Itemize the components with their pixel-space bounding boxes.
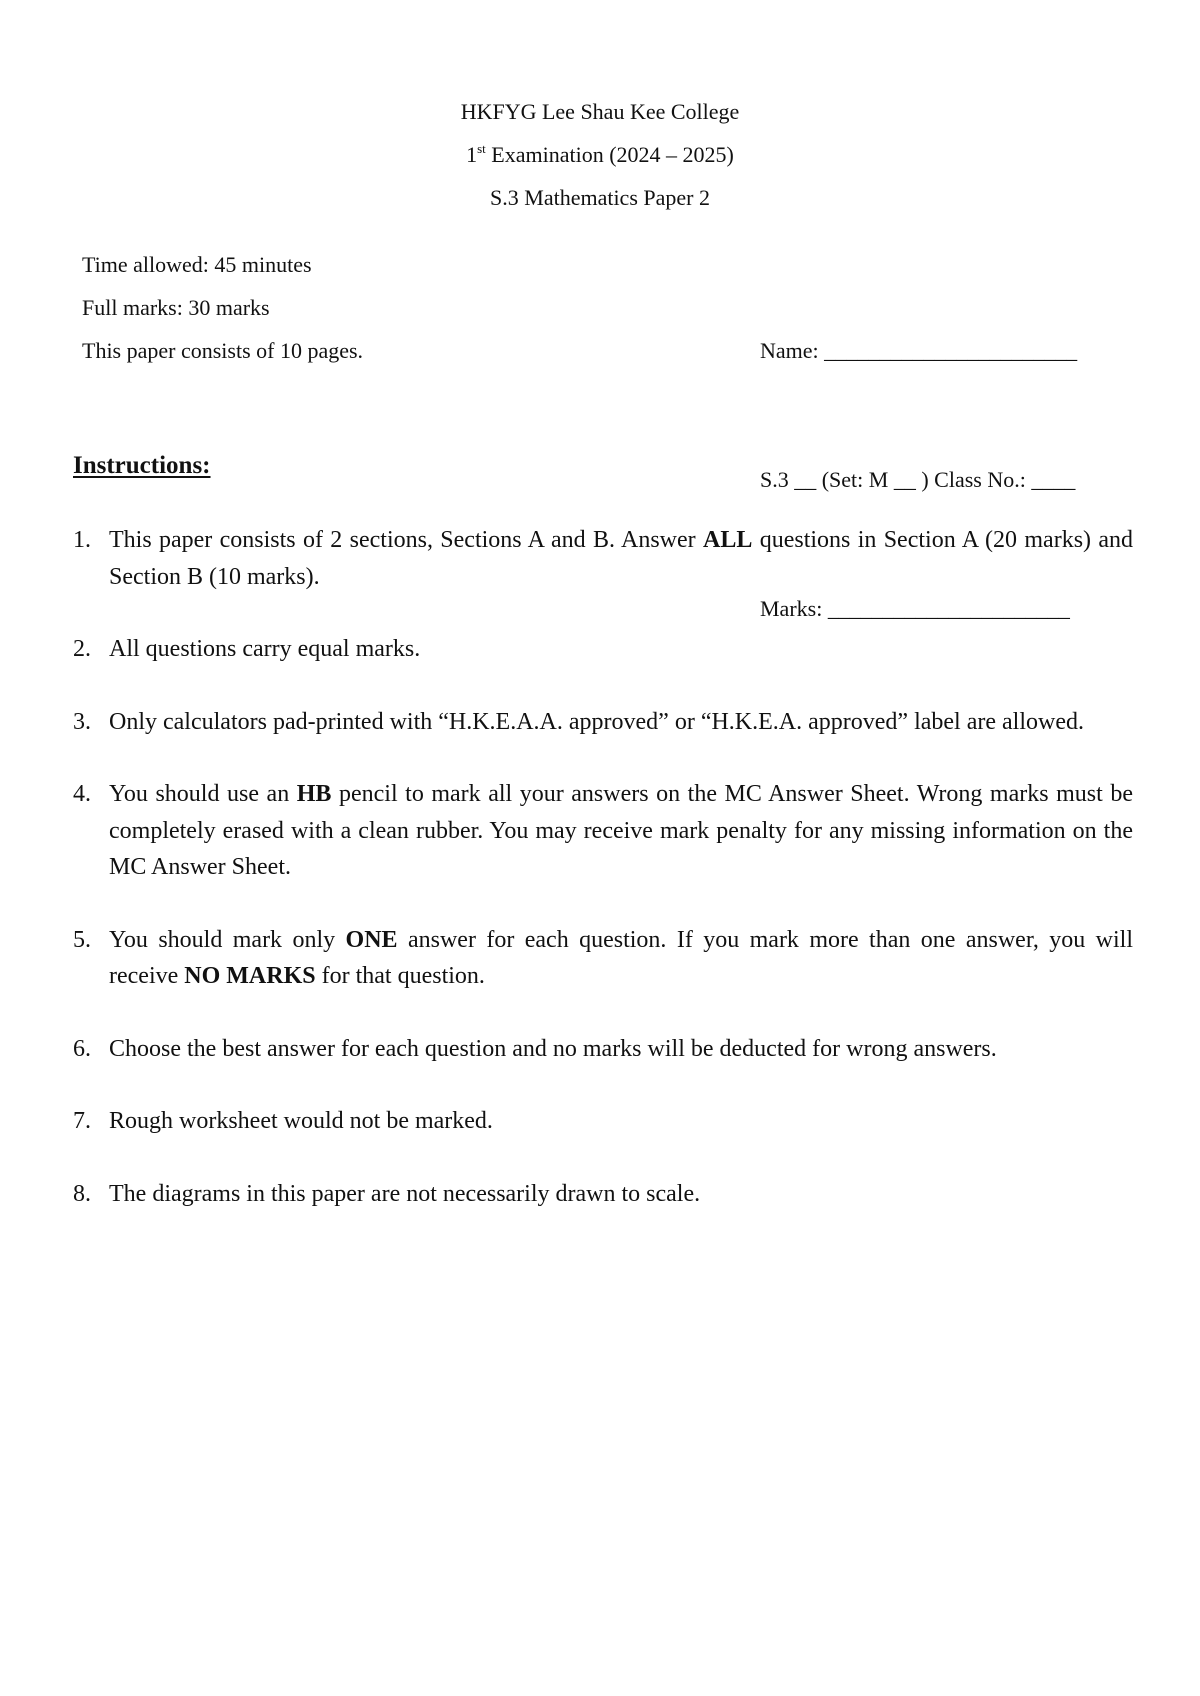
class-field: S.3 __ (Set: M __ ) Class No.: ____ <box>760 467 1076 492</box>
instruction-text-part: You should mark only <box>109 926 346 953</box>
instruction-item <box>73 1103 1133 1140</box>
instruction-number: 1. <box>73 527 91 553</box>
instruction-emphasis: HB <box>296 781 332 807</box>
instruction-text-part: Choose the best answer for each question and no marks will be deducted for wrong answers. <box>109 1035 997 1062</box>
instruction-text <box>109 704 1133 741</box>
instruction-item <box>73 776 1133 886</box>
exam-header <box>0 90 1200 219</box>
instruction-text-part: This paper consists of 2 sections, Sections A and B. Answer <box>109 527 703 553</box>
time-allowed: Time allowed: 45 minutes <box>82 252 312 277</box>
instruction-item <box>73 1176 1133 1213</box>
instruction-number: 2. <box>73 636 91 662</box>
school-name: HKFYG Lee Shau Kee College <box>460 99 740 124</box>
instruction-item <box>73 704 1133 741</box>
instruction-item <box>73 522 1133 595</box>
instruction-text <box>109 522 1133 595</box>
instruction-text-part: The diagrams in this paper are not necessarily drawn to scale. <box>109 1180 701 1207</box>
name-field: Name: _______________________ <box>760 338 1078 363</box>
exam-ordinal-number: 1 <box>466 142 478 167</box>
instruction-list <box>73 522 1133 1248</box>
instruction-item <box>73 1031 1133 1068</box>
instructions-heading: Instructions: <box>73 452 211 479</box>
instruction-text <box>109 922 1133 995</box>
instruction-item <box>73 631 1133 668</box>
instruction-text <box>109 776 1133 886</box>
instruction-number: 5. <box>73 926 91 953</box>
exam-title-text: Examination (2024 – 2025) <box>485 142 734 167</box>
instruction-text-part: You should use an <box>109 781 297 807</box>
instruction-emphasis: ONE <box>345 926 398 953</box>
instruction-emphasis: NO MARKS <box>184 963 316 989</box>
instruction-text-part: Only calculators pad-printed with “H.K.E.A.A. approved” or “H.K.E.A. approved” label are allowed. <box>109 708 1084 735</box>
instruction-text <box>109 1176 1133 1213</box>
instruction-text-part: pencil to mark all your answers on the MC Answer Sheet. Wrong marks must be completely erased with a clean rubber. You may receive mark penalty for any missing information on the MC Answer Sheet. <box>109 781 1133 880</box>
instruction-number: 8. <box>73 1180 91 1207</box>
marks-field: Marks: ______________________ <box>760 596 1070 621</box>
instruction-item <box>73 922 1133 995</box>
instruction-number: 6. <box>73 1035 91 1062</box>
instruction-emphasis: ALL <box>703 527 753 553</box>
instruction-number: 7. <box>73 1108 91 1134</box>
instruction-text-part: All questions carry equal marks. <box>109 636 421 662</box>
instruction-text-part: questions in Section A (20 marks) and Section B (10 marks). <box>109 527 1134 590</box>
exam-info-left <box>82 243 363 372</box>
instruction-text-part: answer for each question. If you mark more than one answer, you will receive <box>109 926 1133 989</box>
instruction-text <box>109 1103 1133 1140</box>
instruction-text-part: for that question. <box>315 963 485 989</box>
instruction-number: 3. <box>73 708 91 735</box>
full-marks: Full marks: 30 marks <box>82 295 270 320</box>
instruction-number: 4. <box>73 781 91 807</box>
instruction-text-part: Rough worksheet would not be marked. <box>109 1108 493 1134</box>
exam-ordinal-suffix: st <box>477 141 486 156</box>
instruction-text <box>109 631 1133 668</box>
paper-title: S.3 Mathematics Paper 2 <box>490 185 710 210</box>
page-count: This paper consists of 10 pages. <box>82 338 364 363</box>
instruction-text <box>109 1031 1133 1068</box>
exam-title <box>0 133 1200 176</box>
